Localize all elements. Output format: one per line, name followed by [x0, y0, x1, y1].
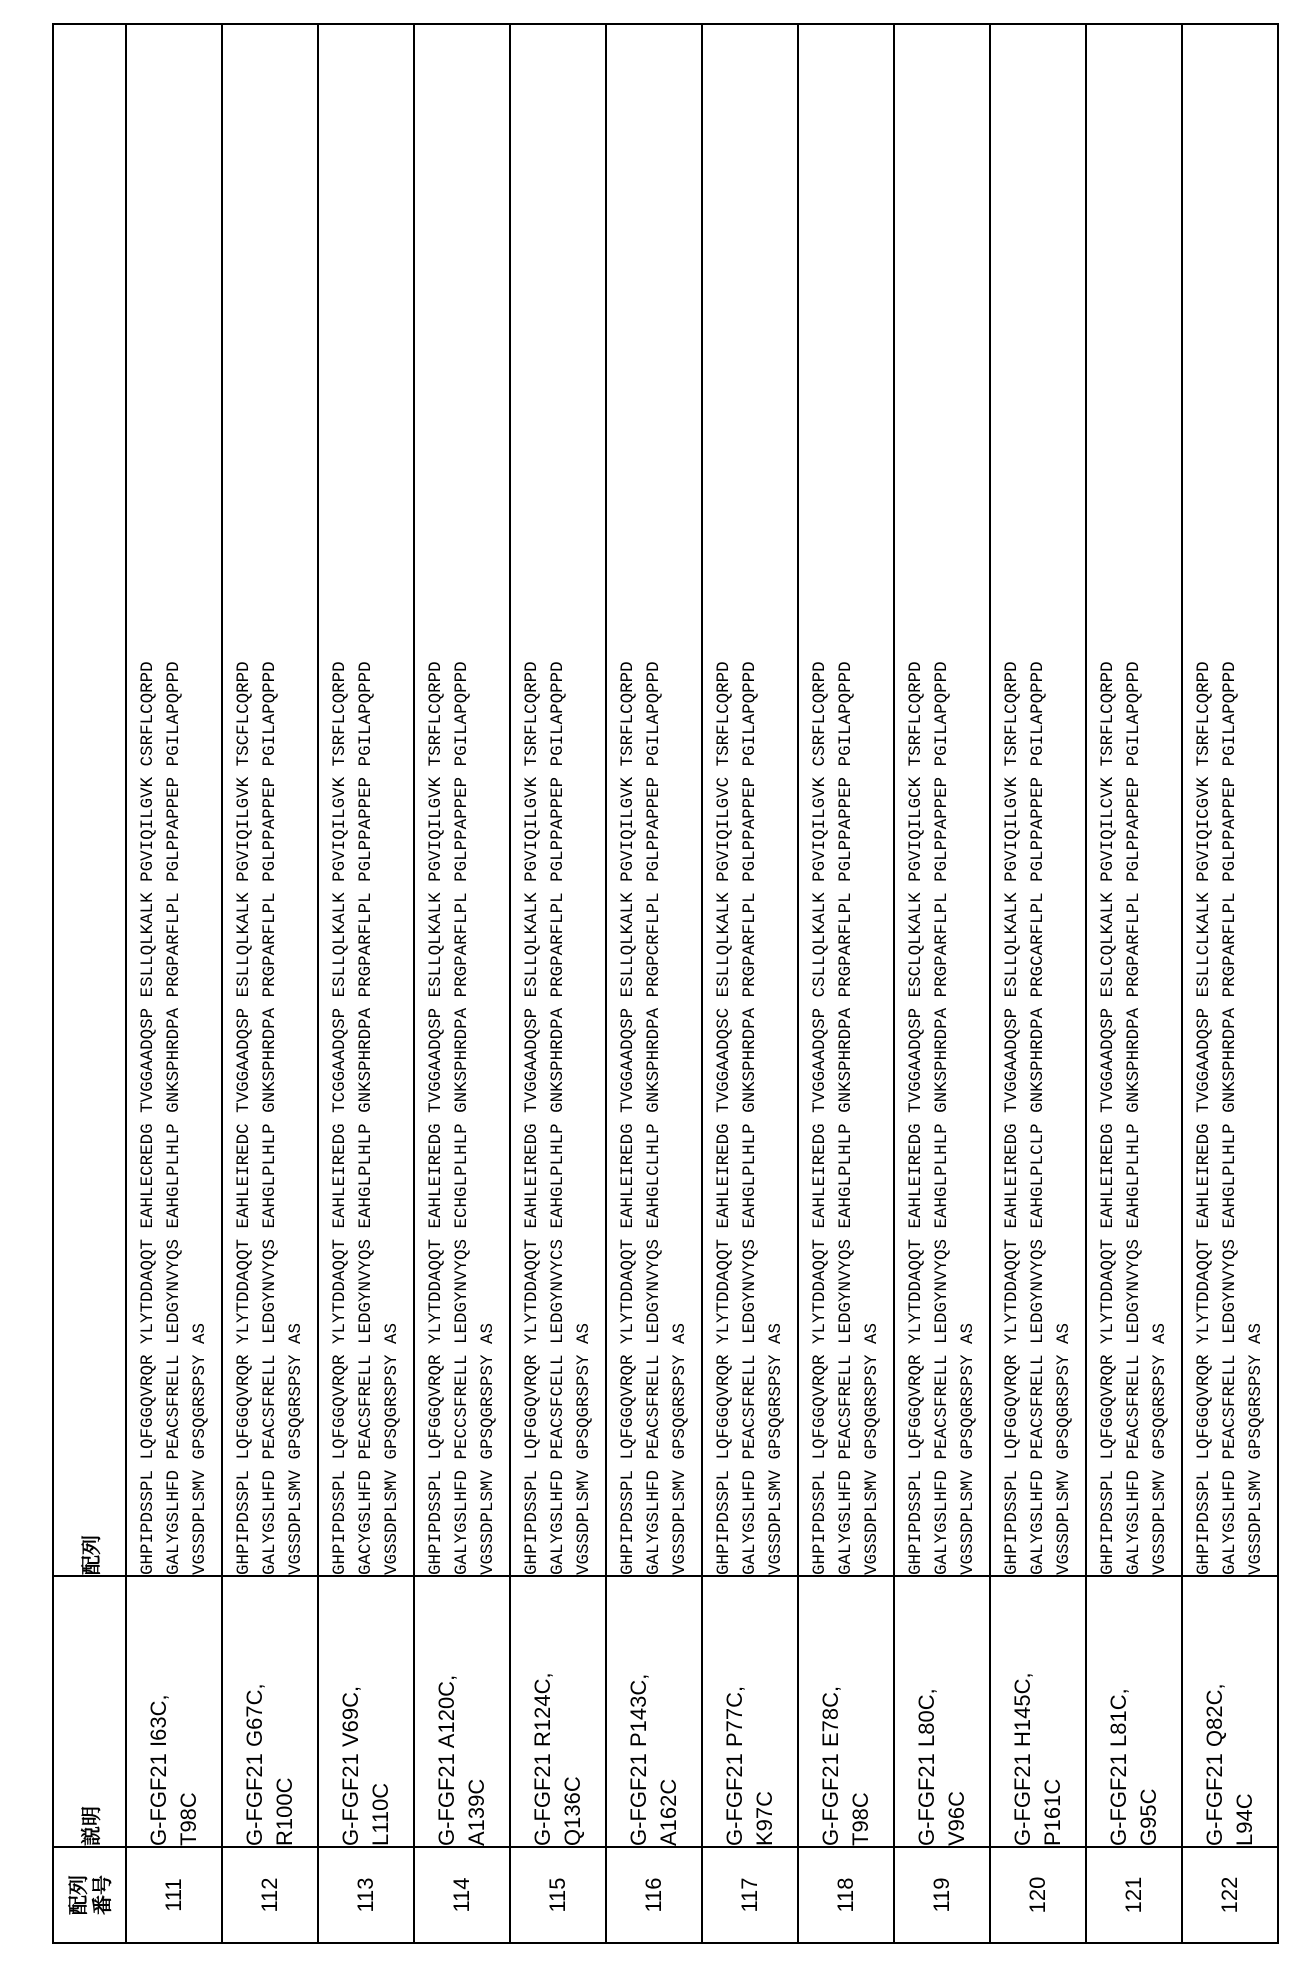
description-cell: [606, 1576, 702, 1847]
sequence-line: GHPIPDSSPL LQFGGQVRQR YLYTDDAQQT EAHLEIREDG TVGGAADQSC ESLLQLKALK PGVIQILGVC TSRFLCQRPD: [714, 661, 734, 1575]
sequence-cell: [1086, 24, 1182, 1576]
sequence-line: GHPIPDSSPL LQFGGQVRQR YLYTDDAQQT EAHLEIREDG TVGGAADQSP ESLLCLKALK PGVIQICGVK TSRFLCQRPD: [1194, 661, 1214, 1575]
sequence-line: GHPIPDSSPL LQFGGQVRQR YLYTDDAQQT EAHLEIREDG TVGGAADQSP ESLLQLKALK PGVIQILGVK TSRFLCQRPD: [1002, 661, 1022, 1575]
table-row: [606, 24, 702, 1943]
description-line2: T98C: [848, 1792, 873, 1846]
sequence-cell: [510, 24, 606, 1576]
description-line1: G-FGF21 V69C,: [338, 1685, 363, 1846]
description-line1: G-FGF21 P77C,: [722, 1685, 747, 1846]
seq-no: 112: [257, 1877, 282, 1913]
description-cell: [1086, 1576, 1182, 1847]
description-line2: V96C: [944, 1790, 969, 1846]
header-seq-no: [53, 1847, 126, 1943]
table-row: [222, 24, 318, 1943]
table-row: [798, 24, 894, 1943]
table-row: [1182, 24, 1278, 1943]
description-line2: L94C: [1232, 1793, 1257, 1846]
sequence-line: VGSSDPLSMV GPSQGRSPSY AS: [1150, 1322, 1170, 1575]
seq-no-cell: [702, 1847, 798, 1943]
seq-no: 120: [1025, 1876, 1050, 1914]
sequence-line: GALYGSLHFD PEACSFRELL LEDGYNVYQS EAHGLPLHLP GNKSPHRDPA PRGPARFLPL PGLPPAPPEP PGILAPQPPD: [1220, 661, 1240, 1575]
description-line2: Q136C: [560, 1776, 585, 1846]
description-line2: T98C: [176, 1792, 201, 1846]
sequence-line: GHPIPDSSPL LQFGGQVRQR YLYTDDAQQT EAHLEIREDG TCGGAADQSP ESLLQLKALK PGVIQILGVK TSRFLCQRPD: [330, 661, 350, 1575]
seq-no-cell: [606, 1847, 702, 1943]
sequence-line: GHPIPDSSPL LQFGGQVRQR YLYTDDAQQT EAHLECREDG TVGGAADQSP ESLLQLKALK PGVIQILGVK CSRFLCQRPD: [138, 661, 158, 1575]
description-cell: [126, 1576, 222, 1847]
table-header-row: [53, 24, 126, 1943]
description-line2: A162C: [656, 1778, 681, 1846]
description-line1: G-FGF21 E78C,: [818, 1685, 843, 1846]
sequence-line: GALYGSLHFD PEACSFRELL LEDGYNVYQS EAHGLPLHLP GNKSPHRDPA PRGPARFLPL PGLPPAPPEP PGILAPQPPD: [1124, 661, 1144, 1575]
seq-no: 119: [929, 1877, 954, 1913]
sequence-cell: [318, 24, 414, 1576]
header-seq-no-line1: 配列: [65, 1875, 90, 1915]
table-row: [414, 24, 510, 1943]
seq-no-cell: [318, 1847, 414, 1943]
description-line2: K97C: [752, 1790, 777, 1846]
sequence-line: GHPIPDSSPL LQFGGQVRQR YLYTDDAQQT EAHLEIREDC TVGGAADQSP ESLLQLKALK PGVIQILGVK TSCFLCQRPD: [234, 661, 254, 1575]
seq-no: 113: [353, 1877, 378, 1913]
header-sequence: 配列: [53, 24, 126, 1576]
sequence-line: GHPIPDSSPL LQFGGQVRQR YLYTDDAQQT EAHLEIREDG TVGGAADQSP ESLLQLKALK PGVIQILGVK TSRFLCQRPD: [618, 661, 638, 1575]
sequence-line: GACYGSLHFD PEACSFRELL LEDGYNVYQS EAHGLPLHLP GNKSPHRDPA PRGPARFLPL PGLPPAPPEP PGILAPQPPD: [356, 661, 376, 1575]
description-line1: G-FGF21 I63C,: [146, 1694, 171, 1846]
sequence-line: VGSSDPLSMV GPSQGRSPSY AS: [1246, 1322, 1266, 1575]
seq-no: 121: [1121, 1876, 1146, 1914]
sequence-line: VGSSDPLSMV GPSQGRSPSY AS: [670, 1322, 690, 1575]
description-cell: [318, 1576, 414, 1847]
seq-no: 114: [449, 1877, 474, 1913]
sequence-line: GALYGSLHFD PEACSFRELL LEDGYNVYQS EAHGLPLCLP GNKSPHRDPA PRGCARFLPL PGLPPAPPEP PGILAPQPPD: [1028, 661, 1048, 1575]
sequence-cell: [1182, 24, 1278, 1576]
sequence-line: GALYGSLHFD PEACSFRELL LEDGYNVYQS EAHGLPLHLP GNKSPHRDPA PRGPARFLPL PGLPPAPPEP PGILAPQPPD: [836, 661, 856, 1575]
header-seq-no-line2: 番号: [89, 1875, 114, 1915]
sequence-line: VGSSDPLSMV GPSQGRSPSY AS: [766, 1322, 786, 1575]
sequence-line: GALYGSLHFD PEACSFRELL LEDGYNVYQS EAHGLPLHLP GNKSPHRDPA PRGPARFLPL PGLPPAPPEP PGILAPQPPD: [932, 661, 952, 1575]
sequence-line: GHPIPDSSPL LQFGGQVRQR YLYTDDAQQT EAHLEIREDG TVGGAADQSP CSLLQLKALK PGVIQILGVK CSRFLCQRPD: [810, 661, 830, 1575]
description-line1: G-FGF21 A120C,: [434, 1674, 459, 1846]
table-row: [318, 24, 414, 1943]
description-cell: [702, 1576, 798, 1847]
sequence-line: VGSSDPLSMV GPSQGRSPSY AS: [574, 1322, 594, 1575]
description-line2: G95C: [1136, 1788, 1161, 1846]
sequence-line: GALYGSLHFD PEACSFRELL LEDGYNVYQS EAHGLPLHLP GNKSPHRDPA PRGPARFLPL PGLPPAPPEP PGILAPQPPD: [260, 661, 280, 1575]
seq-no-cell: [798, 1847, 894, 1943]
sequence-cell: [894, 24, 990, 1576]
sequence-line: GALYGSLHFD PEACSFRELL LEDGYNVYQS EAHGLCLHLP GNKSPHRDPA PRGPCRFLPL PGLPPAPPEP PGILAPQPPD: [644, 661, 664, 1575]
seq-no: 122: [1217, 1876, 1242, 1914]
sequence-line: GALYGSLHFD PEACSFRELL LEDGYNVYQS EAHGLPLHLP GNKSPHRDPA PRGPARFLPL PGLPPAPPEP PGILAPQPPD: [740, 661, 760, 1575]
description-line2: A139C: [464, 1778, 489, 1846]
sequence-line: GALYGSLHFD PEACSFCELL LEDGYNVYCS EAHGLPLHLP GNKSPHRDPA PRGPARFLPL PGLPPAPPEP PGILAPQPPD: [548, 661, 568, 1575]
sequence-line: VGSSDPLSMV GPSQGRSPSY AS: [382, 1322, 402, 1575]
description-line2: R100C: [272, 1777, 297, 1846]
seq-no-cell: [222, 1847, 318, 1943]
seq-no-cell: [1182, 1847, 1278, 1943]
sequence-cell: [222, 24, 318, 1576]
sequence-cell: [606, 24, 702, 1576]
description-cell: [894, 1576, 990, 1847]
description-line1: G-FGF21 R124C,: [530, 1672, 555, 1846]
description-line1: G-FGF21 L81C,: [1106, 1688, 1131, 1846]
sequence-line: VGSSDPLSMV GPSQGRSPSY AS: [958, 1322, 978, 1575]
description-line1: G-FGF21 Q82C,: [1202, 1683, 1227, 1846]
table-row: [126, 24, 222, 1943]
sequence-line: GALYGSLHFD PEACSFRELL LEDGYNVYQS EAHGLPLHLP GNKSPHRDPA PRGPARFLPL PGLPPAPPEP PGILAPQPPD: [164, 661, 184, 1575]
seq-no-cell: [990, 1847, 1086, 1943]
seq-no-cell: [126, 1847, 222, 1943]
description-cell: [510, 1576, 606, 1847]
seq-no-cell: [510, 1847, 606, 1943]
sequence-line: GHPIPDSSPL LQFGGQVRQR YLYTDDAQQT EAHLEIREDG TVGGAADQSP ESLCQLKALK PGVIQILCVK TSRFLCQRPD: [1098, 661, 1118, 1575]
seq-no: 116: [641, 1877, 666, 1913]
sequence-line: GALYGSLHFD PECCSFRELL LEDGYNVYQS ECHGLPLHLP GNKSPHRDPA PRGPARFLPL PGLPPAPPEP PGILAPQPPD: [452, 661, 472, 1575]
sequence-line: GHPIPDSSPL LQFGGQVRQR YLYTDDAQQT EAHLEIREDG TVGGAADQSP ESLLQLKALK PGVIQILGVK TSRFLCQRPD: [426, 661, 446, 1575]
table-row: [894, 24, 990, 1943]
sequence-line: GHPIPDSSPL LQFGGQVRQR YLYTDDAQQT EAHLEIREDG TVGGAADQSP ESLLQLKALK PGVIQILGVK TSRFLCQRPD: [522, 661, 542, 1575]
description-cell: [414, 1576, 510, 1847]
header-description: 説明: [53, 1576, 126, 1847]
description-line2: P161C: [1040, 1778, 1065, 1846]
description-cell: [798, 1576, 894, 1847]
description-line1: G-FGF21 L80C,: [914, 1688, 939, 1846]
sequence-line: VGSSDPLSMV GPSQGRSPSY AS: [478, 1322, 498, 1575]
sequence-cell: [702, 24, 798, 1576]
seq-no-cell: [414, 1847, 510, 1943]
description-cell: [1182, 1576, 1278, 1847]
seq-no: 117: [737, 1877, 762, 1913]
table-row: [990, 24, 1086, 1943]
table-row: [702, 24, 798, 1943]
seq-no: 118: [833, 1877, 858, 1913]
sequence-cell: [990, 24, 1086, 1576]
sequence-line: VGSSDPLSMV GPSQGRSPSY AS: [862, 1322, 882, 1575]
table-row: [1086, 24, 1182, 1943]
sequence-table: [52, 23, 1279, 1944]
table-row: [510, 24, 606, 1943]
seq-no: 111: [161, 1878, 186, 1912]
description-cell: [990, 1576, 1086, 1847]
description-line1: G-FGF21 P143C,: [626, 1673, 651, 1846]
sequence-line: VGSSDPLSMV GPSQGRSPSY AS: [286, 1322, 306, 1575]
rotated-page: [52, 25, 1279, 1944]
seq-no-cell: [1086, 1847, 1182, 1943]
sequence-cell: [414, 24, 510, 1576]
sequence-line: VGSSDPLSMV GPSQGRSPSY AS: [190, 1322, 210, 1575]
sequence-cell: [798, 24, 894, 1576]
sequence-cell: [126, 24, 222, 1576]
description-cell: [222, 1576, 318, 1847]
seq-no: 115: [545, 1877, 570, 1913]
sequence-line: VGSSDPLSMV GPSQGRSPSY AS: [1054, 1322, 1074, 1575]
description-line2: L110C: [368, 1782, 393, 1846]
description-line1: G-FGF21 G67C,: [242, 1683, 267, 1846]
seq-no-cell: [894, 1847, 990, 1943]
sequence-line: GHPIPDSSPL LQFGGQVRQR YLYTDDAQQT EAHLEIREDG TVGGAADQSP ESCLQLKALK PGVIQILGCK TSRFLCQRPD: [906, 661, 926, 1575]
description-line1: G-FGF21 H145C,: [1010, 1672, 1035, 1846]
